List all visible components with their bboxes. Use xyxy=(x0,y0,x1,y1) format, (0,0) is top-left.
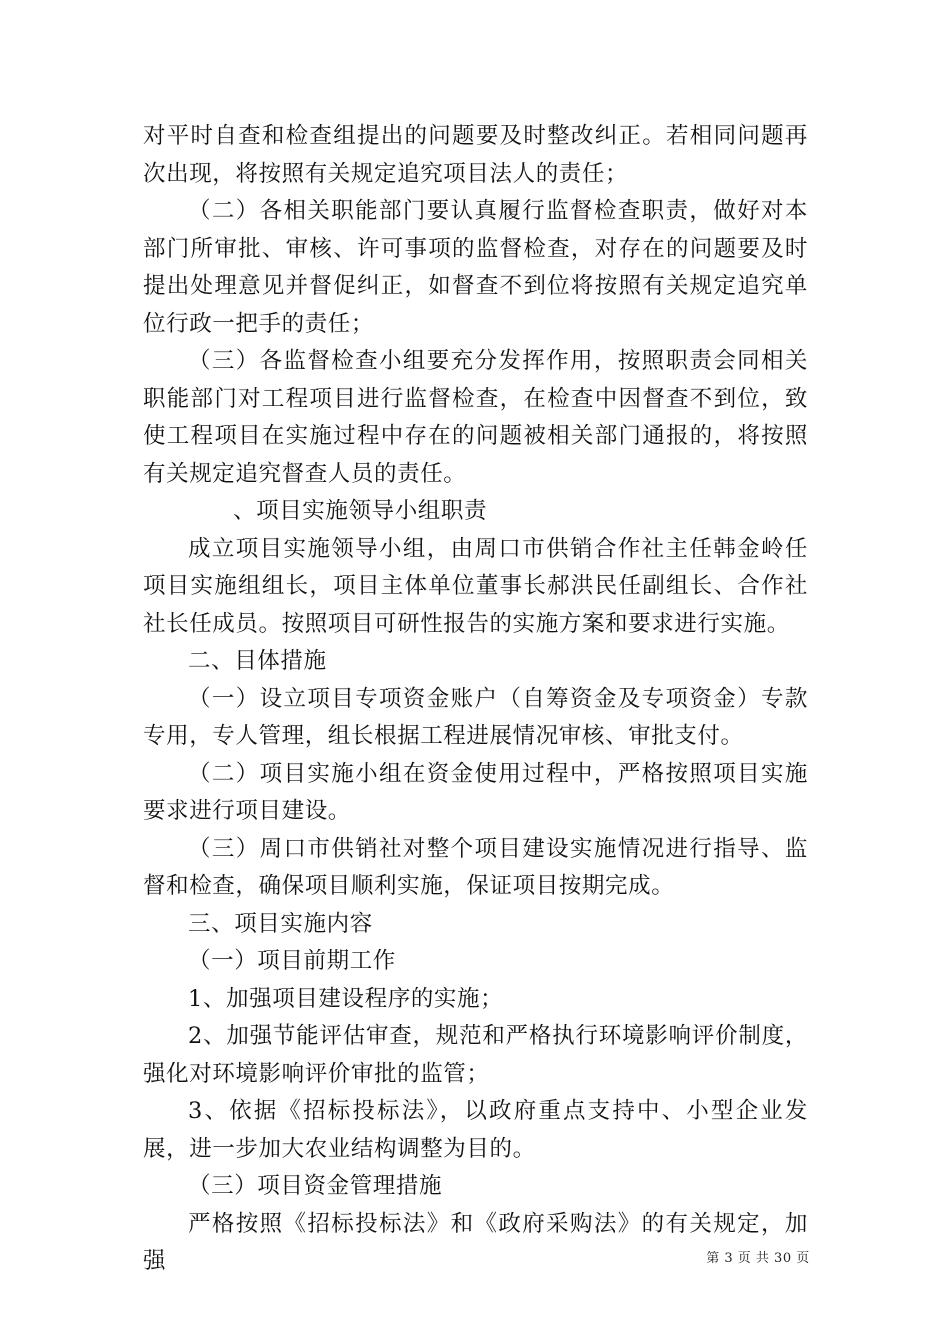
list-item-3: 3、依据《招标投标法》，以政府重点支持中、小型企业发展，进一步加大农业结构调整为目的。 xyxy=(143,1098,808,1162)
subheading-fund-management: （三）项目资金管理措施 xyxy=(188,1173,443,1199)
paragraph-measure-2: （二）项目实施小组在资金使用过程中，严格按照项目实施要求进行项目建设。 xyxy=(143,760,808,824)
paragraph-continuation: 对平时自查和检查组提出的问题要及时整改纠正。若相同问题再次出现，将按照有关规定追究项目法人的责任； xyxy=(143,123,808,187)
paragraph-fund-management: 严格按照《招标投标法》和《政府采购法》的有关规定，加强 xyxy=(143,1210,808,1274)
section-heading-leadership: 、项目实施领导小组职责 xyxy=(233,498,488,524)
list-item-2: 2、加强节能评估审查，规范和严格执行环境影响评价制度，强化对环境影响评价审批的监管； xyxy=(143,1023,808,1087)
list-item-1: 1、加强项目建设程序的实施； xyxy=(188,985,504,1012)
paragraph-item-2: （二）各相关职能部门要认真履行监督检查职责，做好对本部门所审批、审核、许可事项的监督检查，对存在的问题要及时提出处理意见并督促纠正，如督查不到位将按照有关规定追究单位行政一把手的责任； xyxy=(143,198,808,337)
paragraph-leadership: 成立项目实施领导小组，由周口市供销合作社主任韩金岭任项目实施组组长，项目主体单位董事长郝洪民任副组长、合作社社长任成员。按照项目可研性报告的实施方案和要求进行实施。 xyxy=(143,535,808,637)
document-body xyxy=(143,118,808,1281)
section-heading-content: 三、项目实施内容 xyxy=(188,910,373,937)
subheading-preliminary: （一）项目前期工作 xyxy=(188,948,396,974)
paragraph-item-3: （三）各监督检查小组要充分发挥作用，按照职责会同相关职能部门对工程项目进行监督检查，在检查中因督查不到位，致使工程项目在实施过程中存在的问题被相关部门通报的，将按照有关规定追究督查人员的责任。 xyxy=(143,348,808,487)
paragraph-measure-3: （三）周口市供销社对整个项目建设实施情况进行指导、监督和检查，确保项目顺利实施，保证项目按期完成。 xyxy=(143,835,808,899)
paragraph-measure-1: （一）设立项目专项资金账户（自筹资金及专项资金）专款专用，专人管理，组长根据工程进展情况审核、审批支付。 xyxy=(143,685,808,749)
section-heading-measures: 二、目体措施 xyxy=(188,648,327,674)
page-number: 第 3 页 共 30 页 xyxy=(706,1251,810,1266)
page-footer xyxy=(0,1247,950,1266)
